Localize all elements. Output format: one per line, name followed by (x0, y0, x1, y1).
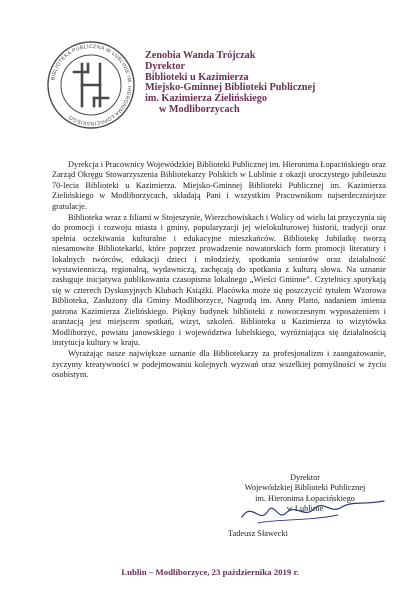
signature-institution-line3: w Lublinie (286, 504, 324, 514)
signature-institution-line1: Wojewódzkiej Biblioteki Publicznej (244, 483, 366, 493)
signature-name: Tadeusz Sławecki (228, 529, 288, 538)
signature-title: Dyrektor (289, 473, 321, 482)
library-seal-logo-icon (44, 38, 138, 132)
addressee-block (145, 51, 407, 116)
addressee-institution-line2: Miejsko-Gminnej Biblioteki Publicznej (145, 82, 316, 94)
place-and-date: Lublin – Modliborzyce, 23 października 2019 r. (121, 567, 299, 577)
letter-body (52, 160, 386, 382)
signature-institution-line2: im. Hieronima Łopacińskiego (255, 493, 355, 503)
body-paragraph: Wyrażając nasze największe uznanie dla Bibliotekarzy za profesjonalizm i zaangażowanie, życzymy kreatywności w podejmowaniu kolejnych wyzwań oraz wszelkiej pomyślności w życiu osobistym. (52, 349, 386, 380)
addressee-position: Dyrektor (145, 60, 185, 72)
addressee-institution-line3: im. Kazimierza Zielińskiego (145, 93, 267, 105)
handwritten-signature-icon (238, 495, 388, 529)
addressee-institution-line1: Biblioteki u Kazimierza (145, 71, 249, 83)
body-paragraph: Biblioteka wraz z filiami w Stojeszynie, Wierzchowiskach i Wolicy od wielu lat przyczynia się do promocji i rozwoju miasta i gminy, popularyzacji jej wielokulturowej historii, tradycji oraz spełnia oczekiwania kulturalne i edukacyjne mieszkańców. Bibliotekę Jubilatkę tworzą niesamowite Bibliotekarki, które poprzez prowadzenie nowatorskich form promocji literatury i lokalnych twórców, edukacji dzieci i młodzieży, spotkania seniorów oraz działalność wystawienniczą, regionalną, wydawniczą, zachęcają do spotkania z kulturą słowa. Na uznanie zasługuje inicjatywa publikowania czasopisma lokalnego „Wieści Gminne”. Czytelnicy spotykają się w czterech Dyskusyjnych Klubach Książki. Placówka może się poszczycić tytułem Wzorowa Biblioteka, Zasłużony dla Gminy Modliborzyce, Nagrodą im. Anny Platto, nadaniem imienia patrona Kazimierza Zielińskiego. Piękny budynek biblioteki z nowoczesnym wyposażeniem i aranżacją jest miejscem spotkań, wizyt, szkoleń. Biblioteka u Kazimierza to wizytówka Modliborzyc, powiatu janowskiego i województwa lubelskiego, wyróżniająca się działalnością instytucja kultury w kraju. (52, 213, 386, 347)
addressee-name: Zenobia Wanda Trójczak (145, 50, 256, 61)
addressee-institution-line4: w Modliborzycach (159, 103, 240, 115)
svg-text:BIBLIOTEKA PUBLICZNA W LUBLINI: BIBLIOTEKA PUBLICZNA W LUBLINIE IM. HIERONIMA ŁOPACIŃSKIEGO (50, 43, 133, 127)
body-paragraph: Dyrekcja i Pracownicy Wojewódzkiej Biblioteki Publicznej im. Hieronima Łopacińskiego oraz Zarząd Okręgu Stowarzyszenia Bibliotekarzy Polskich w Lublinie z okazji uroczystego jubileuszu 70-lecia Biblioteki u Kazimierza. Miejsko-Gminnej Biblioteki Publicznej im. Kazimierza Zielińskiego w Modliborzycach, składają Pani i wszystkim Pracownikom najserdeczniejsze gratulacje. (52, 160, 386, 211)
